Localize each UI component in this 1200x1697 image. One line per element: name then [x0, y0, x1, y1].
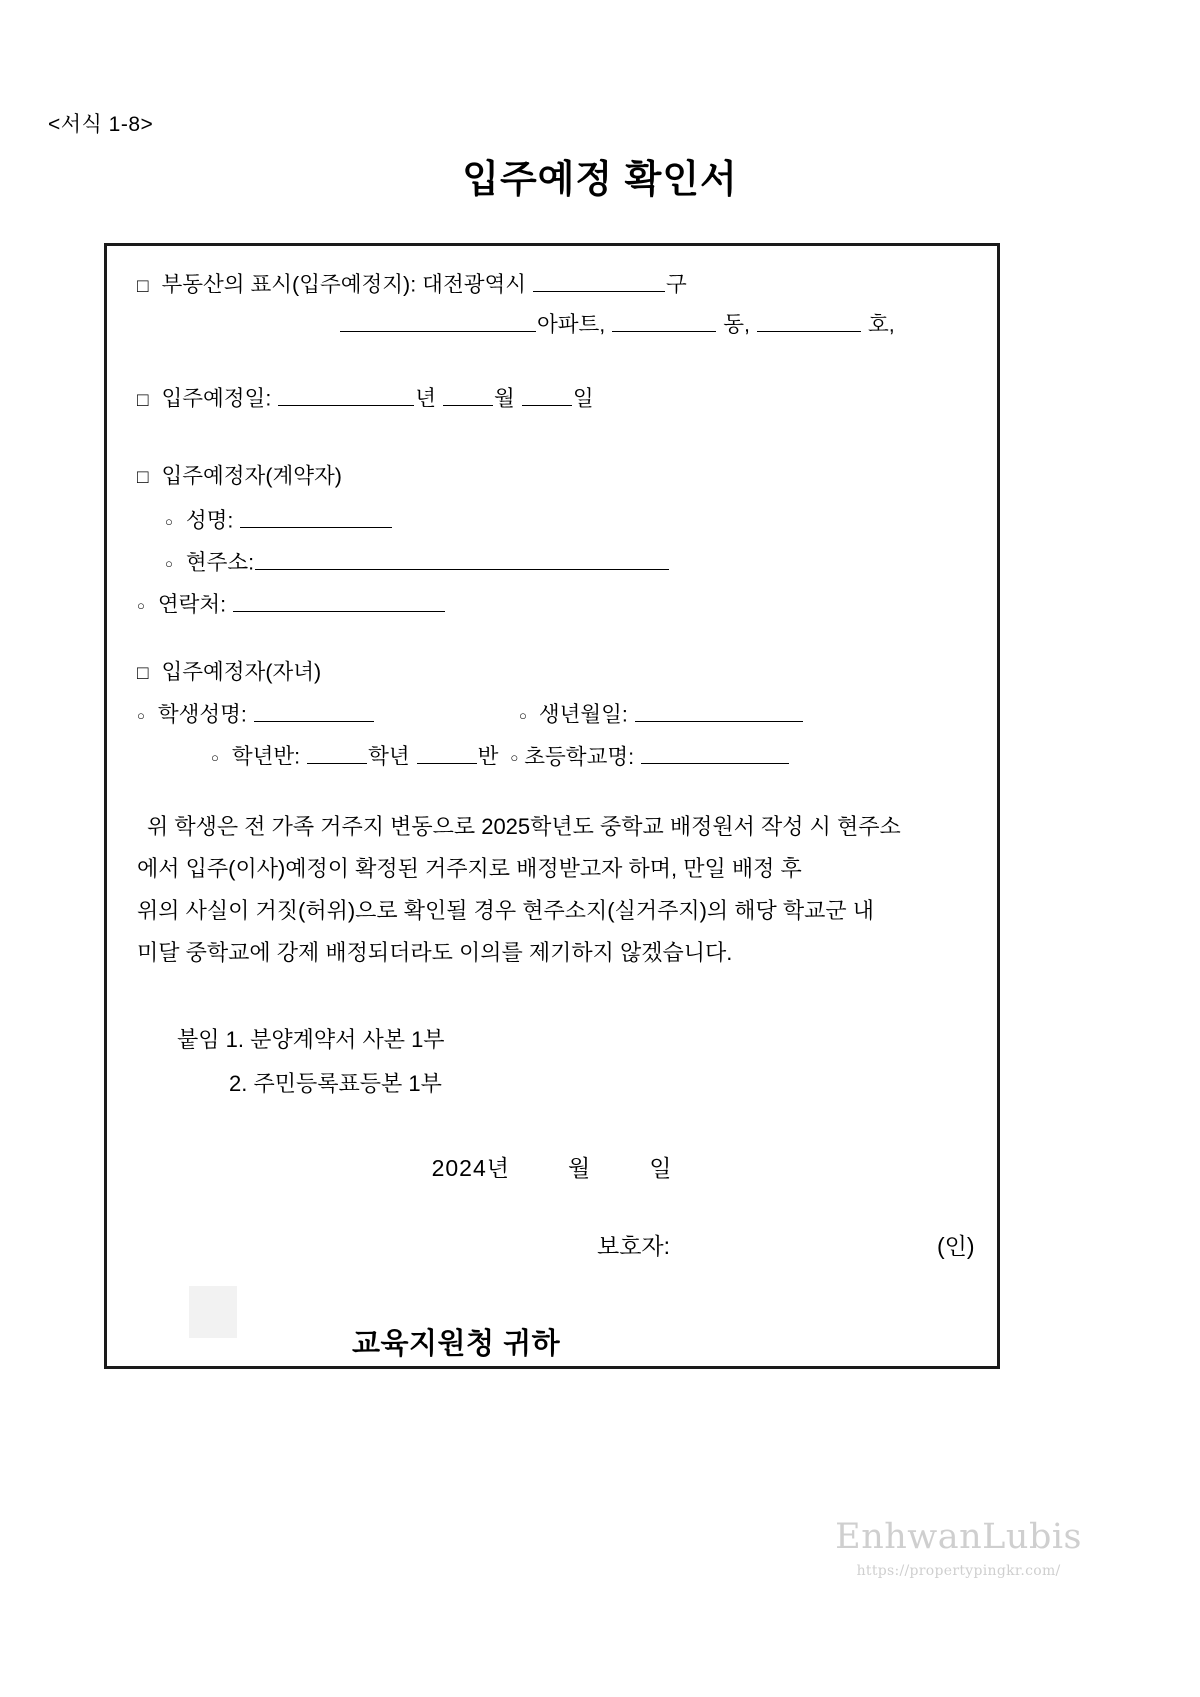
form-border-box — [104, 243, 1000, 1369]
property-ho-suffix: 호, — [867, 312, 895, 337]
movein-day-input[interactable] — [522, 382, 572, 406]
document-title: 입주예정 확인서 — [462, 159, 738, 201]
movein-date-label: 입주예정일: — [161, 386, 272, 411]
field-student-name — [137, 698, 375, 730]
field-property-row2 — [339, 308, 895, 340]
property-ku-suffix: 구 — [666, 272, 687, 297]
statement-line-3: 위의 사실이 거짓(허위)으로 확인될 경우 현주소지(실거주지)의 해당 학교군 내 — [137, 898, 875, 923]
movein-year-input[interactable] — [278, 382, 414, 406]
office-stamp-placeholder — [189, 1286, 237, 1338]
guardian-signature-row — [597, 1228, 975, 1261]
field-contractor-contact — [137, 588, 446, 620]
field-contractor-address — [165, 546, 670, 578]
attachment-item-2: 2. 주민등록표등본 1부 — [229, 1071, 442, 1096]
property-label: 부동산의 표시(입주예정지): 대전광역시 — [161, 272, 527, 297]
statement-paragraph — [137, 806, 1017, 974]
attachment-item-1: 붙임 1. 분양계약서 사본 1부 — [177, 1027, 445, 1052]
section-contractor-heading — [137, 462, 342, 491]
contractor-name-input[interactable] — [240, 504, 392, 528]
watermark-name: EnhwanLubis — [835, 1517, 1082, 1557]
watermark — [835, 1517, 1082, 1579]
student-school-bullet — [510, 745, 634, 769]
signature-day: 일 — [649, 1155, 673, 1181]
property-ho-input[interactable] — [757, 308, 861, 332]
contractor-label: 입주예정자(계약자) — [161, 464, 342, 488]
property-apt-suffix: 아파트, — [537, 312, 606, 337]
contractor-contact-input[interactable] — [233, 588, 445, 612]
student-school-input[interactable] — [641, 740, 789, 764]
student-birth-label: 생년월일: — [538, 702, 628, 727]
child-label: 입주예정자(자녀) — [161, 660, 322, 684]
statement-line-1: 위 학생은 전 가족 거주지 변동으로 2025학년도 중학교 배정원서 작성 시 현주소 — [147, 814, 901, 839]
statement-line-2: 에서 입주(이사)예정이 확정된 거주지로 배정받고자 하며, 만일 배정 후 — [137, 856, 802, 881]
contractor-address-label: 현주소: — [185, 550, 255, 575]
movein-day-suffix: 일 — [572, 386, 594, 411]
watermark-url: https://propertypingkr.com/ — [856, 1563, 1061, 1579]
office-recipient-label: 교육지원청 귀하 — [352, 1328, 561, 1360]
student-name-label: 학생성명: — [157, 702, 247, 727]
property-apt-input[interactable] — [340, 308, 536, 332]
student-birth-input[interactable] — [635, 698, 803, 722]
movein-month-input[interactable] — [443, 382, 493, 406]
student-class-input[interactable] — [417, 740, 477, 764]
student-class-suffix: 반 — [477, 744, 499, 769]
student-grade-label: 학년반: — [231, 744, 301, 769]
section-child-heading — [137, 658, 321, 687]
property-ku-input[interactable] — [533, 268, 665, 292]
property-dong-suffix: 동, — [723, 312, 750, 337]
contractor-name-label: 성명: — [185, 508, 234, 533]
attachment-list — [177, 1018, 445, 1106]
movein-year-suffix: 년 — [415, 386, 437, 411]
property-dong-input[interactable] — [612, 308, 716, 332]
signature-date-line — [107, 1150, 997, 1183]
seal-mark: (인) — [937, 1233, 975, 1259]
movein-month-suffix: 월 — [494, 386, 515, 411]
form-content — [107, 246, 997, 1366]
guardian-label: 보호자: — [597, 1233, 671, 1259]
student-grade-input[interactable] — [307, 740, 367, 764]
form-code-label: <서식 1-8> — [48, 113, 154, 136]
student-school-label: 초등학교명: — [524, 744, 635, 769]
signature-month: 월 — [567, 1155, 592, 1181]
contractor-contact-label: 연락처: — [157, 592, 227, 617]
field-contractor-name — [165, 504, 393, 536]
field-student-grade — [211, 740, 790, 772]
student-grade-suffix: 학년 — [368, 744, 410, 769]
field-property-row1 — [137, 268, 687, 300]
contractor-address-input[interactable] — [255, 546, 669, 570]
student-name-input[interactable] — [254, 698, 374, 722]
signature-year: 2024년 — [431, 1155, 510, 1181]
field-movein-date — [137, 382, 594, 414]
field-student-birth — [519, 698, 804, 730]
statement-line-4: 미달 중학교에 강제 배정되더라도 이의를 제기하지 않겠습니다. — [137, 940, 733, 965]
